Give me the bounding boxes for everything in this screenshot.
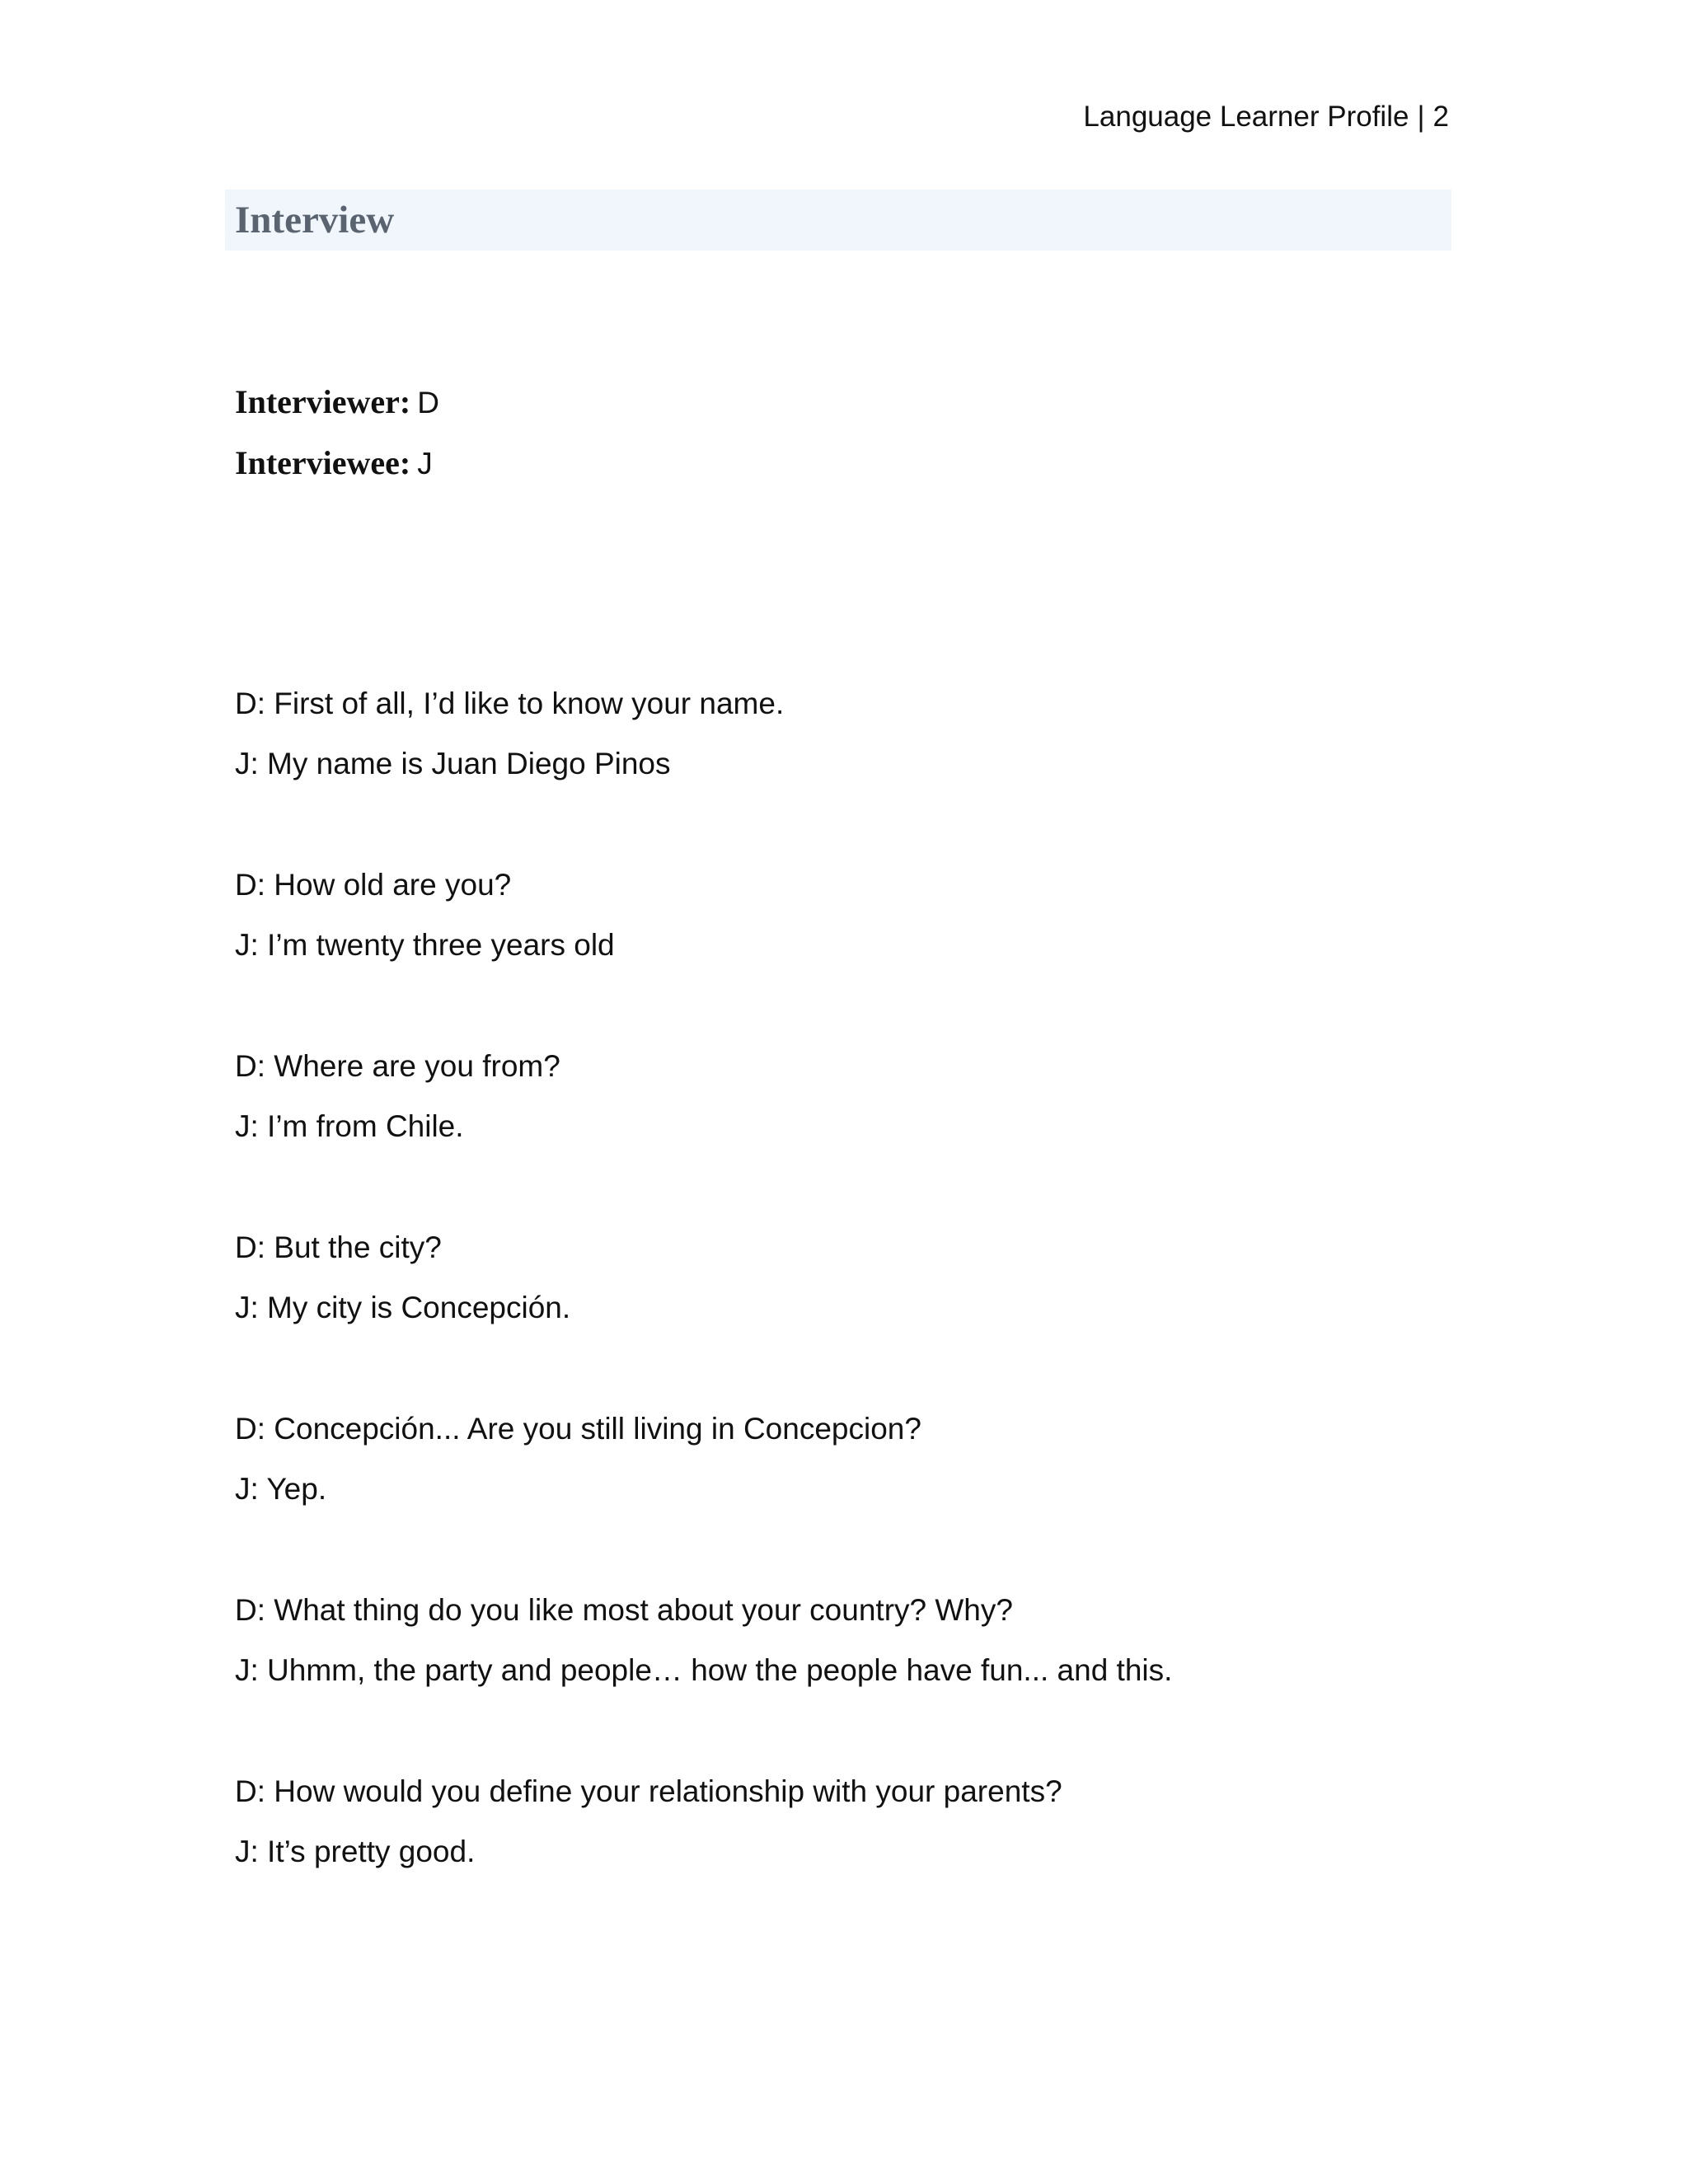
interviewee-line xyxy=(235,442,439,503)
question-line: D: First of all, I’d like to know your name. xyxy=(235,687,785,720)
interview-transcript xyxy=(235,682,1455,1952)
question-line: D: Concepción... Are you still living in Concepcion? xyxy=(235,1412,921,1446)
section-heading-bar xyxy=(225,190,1451,251)
section-title: Interview xyxy=(235,199,395,241)
answer-line: J: My city is Concepción. xyxy=(235,1291,571,1324)
answer-line: J: Uhmm, the party and people… how the people have fun... and this. xyxy=(235,1653,1173,1687)
qa-pair xyxy=(235,682,1455,864)
header-title: Language Learner Profile xyxy=(1083,101,1409,133)
page-number: 2 xyxy=(1432,101,1449,133)
question-line: D: What thing do you like most about your country? Why? xyxy=(235,1593,1013,1627)
qa-pair xyxy=(235,1589,1455,1770)
interviewer-value: D xyxy=(417,386,439,419)
interviewee-label: Interviewee: xyxy=(235,444,411,481)
qa-pair xyxy=(235,864,1455,1045)
answer-line: J: I’m from Chile. xyxy=(235,1109,464,1143)
question-line: D: How would you define your relationship with your parents? xyxy=(235,1774,1062,1808)
header-separator: | xyxy=(1417,101,1425,133)
interviewee-value: J xyxy=(417,447,433,480)
answer-line: J: My name is Juan Diego Pinos xyxy=(235,747,671,780)
qa-pair xyxy=(235,1226,1455,1408)
answer-line: J: I’m twenty three years old xyxy=(235,928,615,962)
answer-line: J: It’s pretty good. xyxy=(235,1835,476,1868)
qa-pair xyxy=(235,1770,1455,1952)
page-header xyxy=(1083,97,1449,137)
interviewer-line xyxy=(235,381,439,442)
participants-block xyxy=(235,381,439,503)
interviewer-label: Interviewer: xyxy=(235,383,411,420)
qa-pair xyxy=(235,1408,1455,1589)
question-line: D: But the city? xyxy=(235,1230,442,1264)
question-line: D: Where are you from? xyxy=(235,1049,560,1083)
answer-line: J: Yep. xyxy=(235,1472,327,1506)
qa-pair xyxy=(235,1045,1455,1226)
question-line: D: How old are you? xyxy=(235,868,512,902)
